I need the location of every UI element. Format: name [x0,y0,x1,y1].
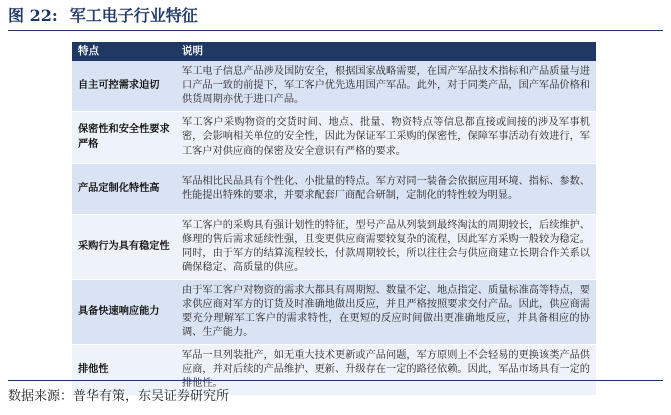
header-description: 说明 [176,42,596,61]
description-cell: 由于军工客户对物资的需求大都具有周期短、数量不定、地点指定、质量标准高等特点，要求供应商对军方的订货及时准确地做出反应，并且严格按照要求交付产品。因此，供应商需要充分理解军工客户的需求特性，在更短的反应时间做出更准确地反应，并具备相应的协调、生产能力。 [176,280,596,345]
table-row [72,61,596,112]
description-cell: 军品一旦列装批产，如无重大技术更新或产品问题，军方原则上不会轻易的更换该类产品供应商，并对后续的产品维护、更新、升级存在一定的路径依赖。因此，军品市场具有一定的排他性。 [176,345,596,396]
feature-cell: 保密性和安全性要求严格 [72,112,176,164]
header-feature: 特点 [72,42,176,61]
table-row [72,112,596,164]
data-source-note: 数据来源：普华有策，东吴证券研究所 [8,380,663,404]
figure-title [8,4,663,31]
table-header-row [72,42,596,61]
table-row [72,164,596,215]
figure-number: 图 22: [8,6,58,25]
feature-cell: 具备快速响应能力 [72,280,176,345]
feature-cell: 自主可控需求迫切 [72,61,176,112]
description-cell: 军品相比民品具有个性化、小批量的特点。军方对同一装备会依据应用环境、指标、参数、性能提出特殊的要求，并要求配套厂商配合研制，定制化的特性较为明显。 [176,164,596,215]
description-cell: 军工客户采购物资的交货时间、地点、批量、物资特点等信息都直接或间接的涉及军事机密，会影响相关单位的安全性，因此为保证军工采购的保密性，保障军事活动有效进行，军工客户对供应商的保密及安全意识有严格的要求。 [176,112,596,164]
feature-cell: 排他性 [72,345,176,396]
feature-cell: 产品定制化特性高 [72,164,176,215]
figure-title-text: 军工电子行业特征 [69,6,198,25]
table-row [72,280,596,345]
features-table [72,42,596,396]
table-row [72,215,596,280]
description-cell: 军工电子信息产品涉及国防安全，根据国家战略需要，在国产军品技术指标和产品质量与进口产品一致的前提下，军工客户优先选用国产军品。此外，对于同类产品，国产军品价格和供货周期亦优于进口产品。 [176,61,596,112]
description-cell: 军工客户的采购具有强计划性的特征，型号产品从列装到最终淘汰的周期较长，后续维护、修理的售后需求延续性强，且变更供应商需要较复杂的流程，因此军方采购一般较为稳定。同时，由于军方的结算流程较长，付款周期较长，所以往往会与供应商建立长期合作关系以确保稳定、高质量的供应。 [176,215,596,280]
feature-cell: 采购行为具有稳定性 [72,215,176,280]
